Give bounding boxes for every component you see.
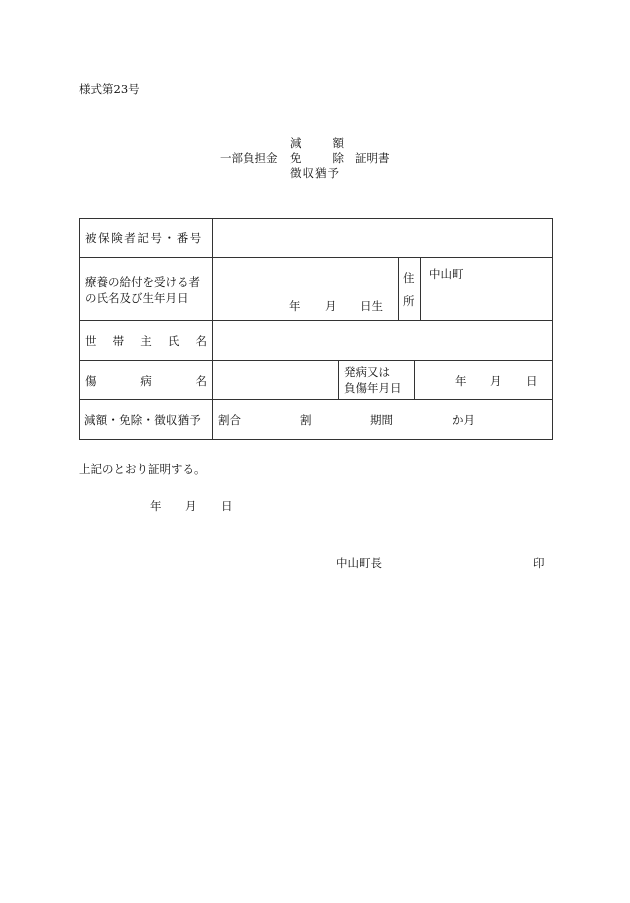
- certify-text: 上記のとおり証明する。: [79, 462, 206, 476]
- title-option-reduce: 減 額: [290, 136, 344, 150]
- address-value[interactable]: 中山町: [429, 267, 464, 281]
- seal-mark: 印: [533, 556, 545, 570]
- period-unit: か月: [452, 413, 475, 427]
- issuer-name: 中山町長: [336, 556, 382, 570]
- table-divider: [79, 399, 553, 400]
- onset-label-line2: 負傷年月日: [344, 381, 402, 395]
- dob-year: 年: [289, 299, 301, 313]
- ratio-label: 割合: [218, 413, 241, 427]
- address-label-2: 所: [403, 294, 415, 308]
- table-border-right: [552, 218, 553, 440]
- period-label: 期間: [370, 413, 393, 427]
- title-prefix: 一部負担金: [220, 151, 278, 165]
- issue-date-day: 日: [221, 499, 233, 513]
- label-column-divider: [212, 218, 213, 440]
- table-border-bottom: [79, 439, 553, 440]
- onset-year: 年: [455, 374, 467, 388]
- table-border-left: [79, 218, 80, 440]
- address-label-1: 住: [403, 271, 415, 285]
- onset-divider: [414, 360, 415, 400]
- address-divider: [420, 257, 421, 321]
- table-divider: [79, 360, 553, 361]
- household-head-label: 世 帯 主 氏 名: [85, 334, 207, 348]
- onset-label-line1: 発病又は: [344, 365, 390, 379]
- table-border-top: [79, 218, 553, 219]
- title-option-defer: 徴収猶予: [290, 166, 340, 180]
- onset-divider: [338, 360, 339, 400]
- form-number: 様式第23号: [79, 82, 140, 96]
- disease-name-label: 傷 病 名: [85, 374, 207, 388]
- onset-day: 日: [526, 374, 538, 388]
- issue-date-month: 月: [185, 499, 197, 513]
- table-divider: [79, 257, 553, 258]
- ratio-unit: 割: [300, 413, 312, 427]
- insured-number-label: 被保険者記号・番号: [85, 231, 203, 245]
- dob-month: 月: [325, 299, 337, 313]
- patient-label-line1: 療養の給付を受ける者: [85, 275, 200, 289]
- reduction-type-label: 減額・免除・徴収猶予: [84, 413, 201, 427]
- issue-date-year: 年: [150, 499, 162, 513]
- dob-day: 日生: [360, 299, 383, 313]
- onset-month: 月: [490, 374, 502, 388]
- patient-label-line2: の氏名及び生年月日: [85, 291, 189, 305]
- title-option-exempt: 免 除: [290, 151, 344, 165]
- table-divider: [79, 320, 553, 321]
- title-suffix: 証明書: [355, 151, 390, 165]
- address-divider: [398, 257, 399, 321]
